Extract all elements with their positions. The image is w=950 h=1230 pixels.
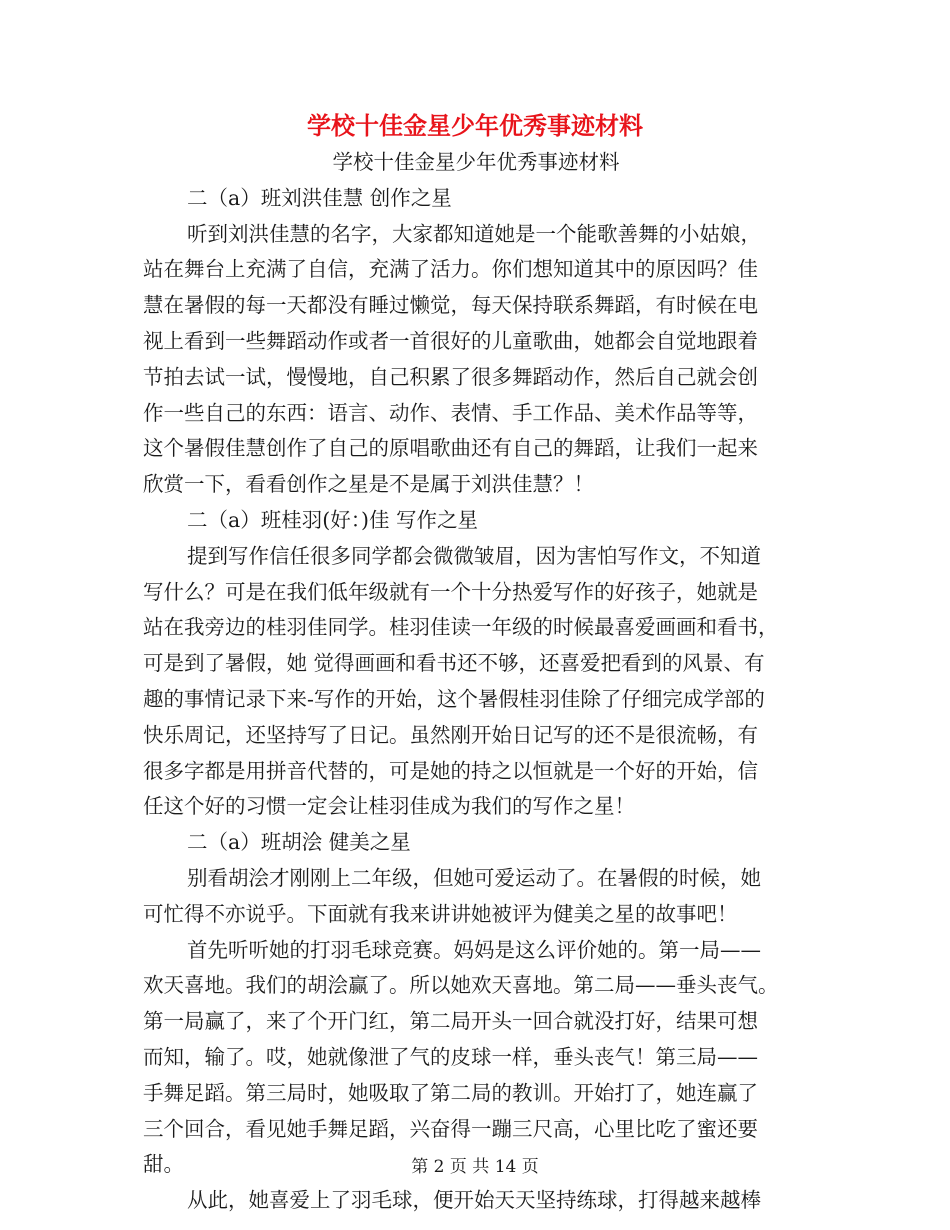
text-line: 听到刘洪佳慧的名字，大家都知道她是一个能歌善舞的小姑娘， [187,221,761,246]
text-line: 首先听听她的打羽毛球竞赛。妈妈是这么评价她的。第一局—— [187,937,761,962]
text-line: 第一局赢了，来了个开门红，第二局开头一回合就没打好，结果可想 [143,1009,758,1034]
text-line: 视上看到一些舞蹈动作或者一首很好的儿童歌曲，她都会自觉地跟着 [143,328,758,353]
text-line: 二（a）班刘洪佳慧 创作之星 [187,185,452,210]
text-line: 别看胡浍才刚刚上二年级，但她可爱运动了。在暑假的时候，她 [187,865,761,890]
text-line: 可是到了暑假，她 觉得画画和看书还不够，还喜爱把看到的风景、有 [143,651,765,676]
text-line: 手舞足蹈。第三局时，她吸取了第二局的教训。开始打了，她连赢了 [143,1080,758,1105]
document-subtitle: 学校十佳金星少年优秀事迹材料 [332,150,620,174]
text-line: 而知，输了。哎，她就像泄了气的皮球一样，垂头丧气！第三局—— [143,1044,758,1069]
text-line: 慧在暑假的每一天都没有睡过懒觉，每天保持联系舞蹈，有时候在电 [143,293,758,318]
text-line: 快乐周记，还坚持写了日记。虽然刚开始日记写的还不是很流畅，有 [143,722,758,747]
text-line: 从此，她喜爱上了羽毛球，便开始天天坚持练球，打得越来越棒 [187,1188,761,1213]
text-line: 提到写作信任很多同学都会微微皱眉，因为害怕写作文，不知道 [187,543,761,568]
text-line: 三个回合，看见她手舞足蹈，兴奋得一蹦三尺高，心里比吃了蜜还要 [143,1116,758,1141]
text-line: 可忙得不亦说乎。下面就有我来讲讲她被评为健美之星的故事吧！ [143,901,738,926]
document-title: 学校十佳金星少年优秀事迹材料 [307,111,643,140]
text-line: 站在舞台上充满了自信，充满了活力。你们想知道其中的原因吗？佳 [143,257,758,282]
text-line: 任这个好的习惯一定会让桂羽佳成为我们的写作之星！ [143,794,635,819]
text-line: 站在我旁边的桂羽佳同学。桂羽佳读一年级的时候最喜爱画画和看书， [143,615,779,640]
text-line: 欢天喜地。我们的胡浍赢了。所以她欢天喜地。第二局——垂头丧气。 [143,973,779,998]
text-line: 二（a）班胡浍 健美之星 [187,830,411,855]
text-line: 趣的事情记录下来-写作的开始，这个暑假桂羽佳除了仔细完成学部的 [143,686,765,711]
document-body [143,145,809,1219]
text-line: 欣赏一下，看看创作之星是不是属于刘洪佳慧？！ [143,472,594,497]
text-line: 甜。 [143,1152,184,1177]
text-line: 很多字都是用拼音代替的，可是她的持之以恒就是一个好的开始，信 [143,758,758,783]
page-footer: 第 2 页 共 14 页 [411,1157,539,1177]
text-line: 节拍去试一试，慢慢地，自己积累了很多舞蹈动作，然后自己就会创 [143,364,758,389]
text-line: 写什么？可是在我们低年级就有一个十分热爱写作的好孩子，她就是 [143,579,758,604]
text-line: 作一些自己的东西：语言、动作、表情、手工作品、美术作品等等， [143,400,758,425]
text-line: 二（a）班桂羽(好：)佳 写作之星 [187,507,478,532]
text-line: 这个暑假佳慧创作了自己的原唱歌曲还有自己的舞蹈，让我们一起来 [143,436,758,461]
